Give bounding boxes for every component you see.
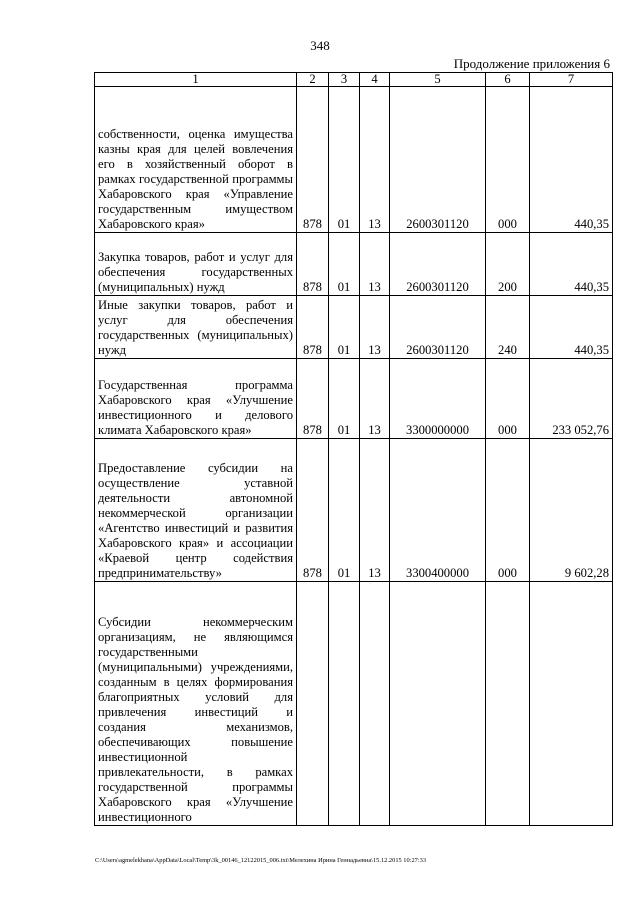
section-cell: 01 <box>329 87 360 233</box>
expense-type-cell: 000 <box>486 439 530 582</box>
table-row <box>95 87 613 233</box>
amount-cell: 440,35 <box>530 233 613 296</box>
grbs-cell: 878 <box>297 233 329 296</box>
header-cell: 2 <box>297 73 329 87</box>
header-cell: 6 <box>486 73 530 87</box>
target-article-cell: 3300000000 <box>390 359 486 439</box>
item-name-cell: Субсидии некоммерческим организациям, не являющимся государственными (муниципальными) учреждениями, созданным в целях формирования благоприятных условий для привлечения инвестиций и создания механизмов, обеспечивающих повышение инвестиционной привлекательности, в рамках государственной программы Хабаровского края «Улучшение инвестиционного <box>95 582 297 826</box>
expense-type-cell: 000 <box>486 87 530 233</box>
target-article-cell: 2600301120 <box>390 296 486 359</box>
appendix-continuation-label: Продолжение приложения 6 <box>453 56 610 71</box>
grbs-cell: 878 <box>297 296 329 359</box>
subsection-cell: 13 <box>360 233 390 296</box>
amount-cell: 440,35 <box>530 296 613 359</box>
item-name-cell: Иные закупки товаров, работ и услуг для обеспечения государственных (муниципальных) нужд <box>95 296 297 359</box>
expense-type-cell: 000 <box>486 359 530 439</box>
expense-type-cell <box>486 582 530 826</box>
target-article-cell: 2600301120 <box>390 87 486 233</box>
section-cell: 01 <box>329 359 360 439</box>
grbs-cell: 878 <box>297 359 329 439</box>
item-name-cell: собственности, оценка имущества казны края для целей вовлечения его в хозяйственный оборот в рамках государственной программы Хабаровского края «Управление государственным имуществом Хабаровского края» <box>95 87 297 233</box>
expense-type-cell: 200 <box>486 233 530 296</box>
table-row <box>95 233 613 296</box>
section-cell <box>329 582 360 826</box>
grbs-cell <box>297 582 329 826</box>
item-name-cell: Государственная программа Хабаровского края «Улучшение инвестиционного и делового климата Хабаровского края» <box>95 359 297 439</box>
header-cell: 1 <box>95 73 297 87</box>
target-article-cell <box>390 582 486 826</box>
section-cell: 01 <box>329 233 360 296</box>
subsection-cell: 13 <box>360 359 390 439</box>
table-row <box>95 359 613 439</box>
subsection-cell: 13 <box>360 87 390 233</box>
amount-cell: 440,35 <box>530 87 613 233</box>
grbs-cell: 878 <box>297 439 329 582</box>
target-article-cell: 3300400000 <box>390 439 486 582</box>
table-row <box>95 439 613 582</box>
target-article-cell: 2600301120 <box>390 233 486 296</box>
expense-type-cell: 240 <box>486 296 530 359</box>
grbs-cell: 878 <box>297 87 329 233</box>
amount-cell: 9 602,28 <box>530 439 613 582</box>
subsection-cell: 13 <box>360 296 390 359</box>
table-row <box>95 582 613 826</box>
file-path-footer: C:\Users\agmelekhana\AppData\Local\Temp\3k_00146_12122015_006.txt\Мелехина Ирина Геннадьевна\15.12.2015 10:27:33 <box>95 857 427 864</box>
item-name-cell: Закупка товаров, работ и услуг для обеспечения государственных (муниципальных) нужд <box>95 233 297 296</box>
budget-table <box>94 72 613 826</box>
header-cell: 4 <box>360 73 390 87</box>
header-cell: 3 <box>329 73 360 87</box>
subsection-cell: 13 <box>360 439 390 582</box>
header-cell: 5 <box>390 73 486 87</box>
subsection-cell <box>360 582 390 826</box>
section-cell: 01 <box>329 439 360 582</box>
amount-cell <box>530 582 613 826</box>
item-name-cell: Предоставление субсидии на осуществление уставной деятельности автономной некоммерческой организации «Агентство инвестиций и развития Хабаровского края» и ассоциации «Краевой центр содействия предпринимательству» <box>95 439 297 582</box>
table-row <box>95 296 613 359</box>
table-header-row <box>95 73 613 87</box>
amount-cell: 233 052,76 <box>530 359 613 439</box>
page-number: 348 <box>310 38 330 53</box>
header-cell: 7 <box>530 73 613 87</box>
section-cell: 01 <box>329 296 360 359</box>
